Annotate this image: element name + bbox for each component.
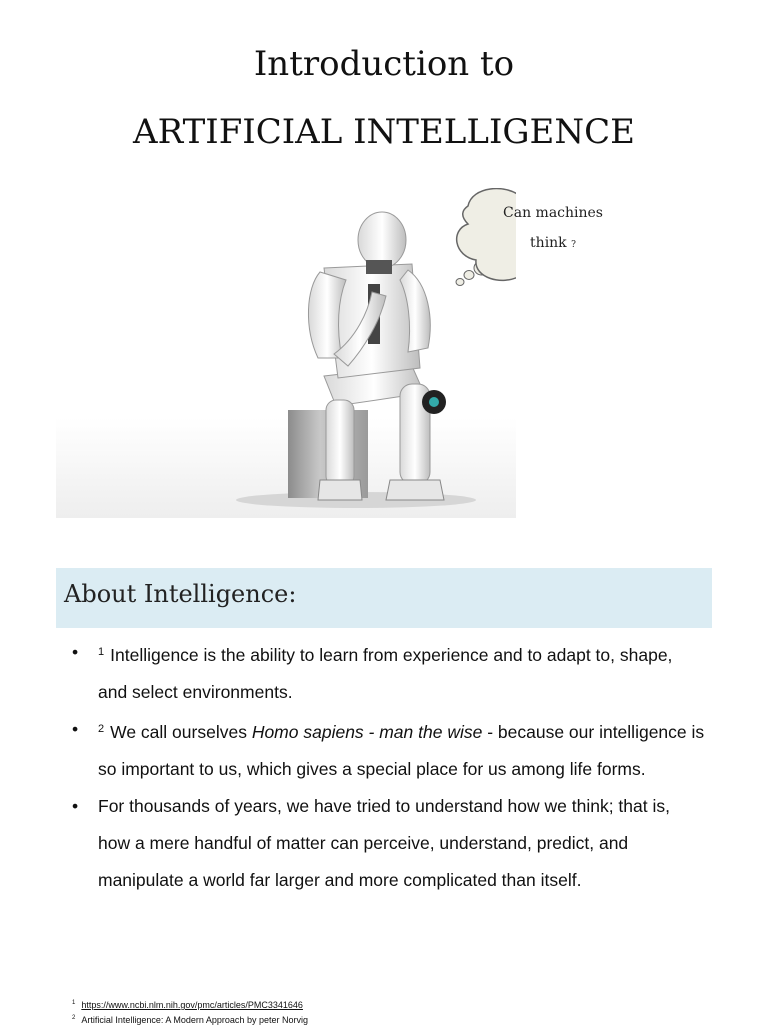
bullet-marker: • <box>72 642 79 662</box>
footnotes <box>72 997 308 1027</box>
item-text-tail: - because our intelligence is so important to us, which gives a special place for us among life forms. <box>98 722 705 779</box>
list-item <box>56 788 706 899</box>
bubble-line2 <box>478 228 628 260</box>
page-title-line2: ARTIFICIAL INTELLIGENCE <box>133 112 635 152</box>
thinking-robot-illustration <box>56 188 516 518</box>
footnote-marker: 1 <box>72 1000 76 1006</box>
footnote-2 <box>72 1012 308 1027</box>
bubble-question-mark: ? <box>571 240 576 250</box>
footnote-text: Artificial Intelligence: A Modern Approach by peter Norvig <box>81 1015 308 1025</box>
bubble-line1: Can machines <box>503 205 603 221</box>
robot-image <box>56 188 516 518</box>
bullet-marker: • <box>72 796 79 816</box>
page-title-line1: Introduction to <box>253 44 515 84</box>
thought-bubble-text <box>478 198 628 260</box>
footnote-link[interactable]: https://www.ncbi.nlm.nih.gov/pmc/articles/PMC3341646 <box>81 1000 303 1010</box>
section-header <box>56 568 712 628</box>
list-item <box>56 711 706 788</box>
section-title: About Intelligence: <box>64 580 297 608</box>
footnote-1 <box>72 997 308 1012</box>
footnote-ref: 2 <box>98 723 105 735</box>
bullet-marker: • <box>72 719 79 739</box>
item-text-lead: We call ourselves <box>110 722 252 742</box>
robot-head <box>358 212 406 268</box>
item-text-emphasis: Homo sapiens - man the wise <box>251 722 483 742</box>
thought-dot-small <box>456 279 464 286</box>
list-item <box>56 634 706 711</box>
bullet-list <box>56 634 706 899</box>
footnote-marker: 2 <box>72 1015 76 1021</box>
item-text: For thousands of years, we have tried to understand how we think; that is, how a mere handful of matter can perceive, understand, predict, and manipulate a world far larger and more complicated than itself. <box>98 796 670 890</box>
bubble-word-think: think <box>530 235 567 251</box>
footnote-ref: 1 <box>98 646 105 658</box>
thought-dot-mid <box>464 271 474 280</box>
item-text: Intelligence is the ability to learn from experience and to adapt to, shape, and select environments. <box>98 645 673 702</box>
